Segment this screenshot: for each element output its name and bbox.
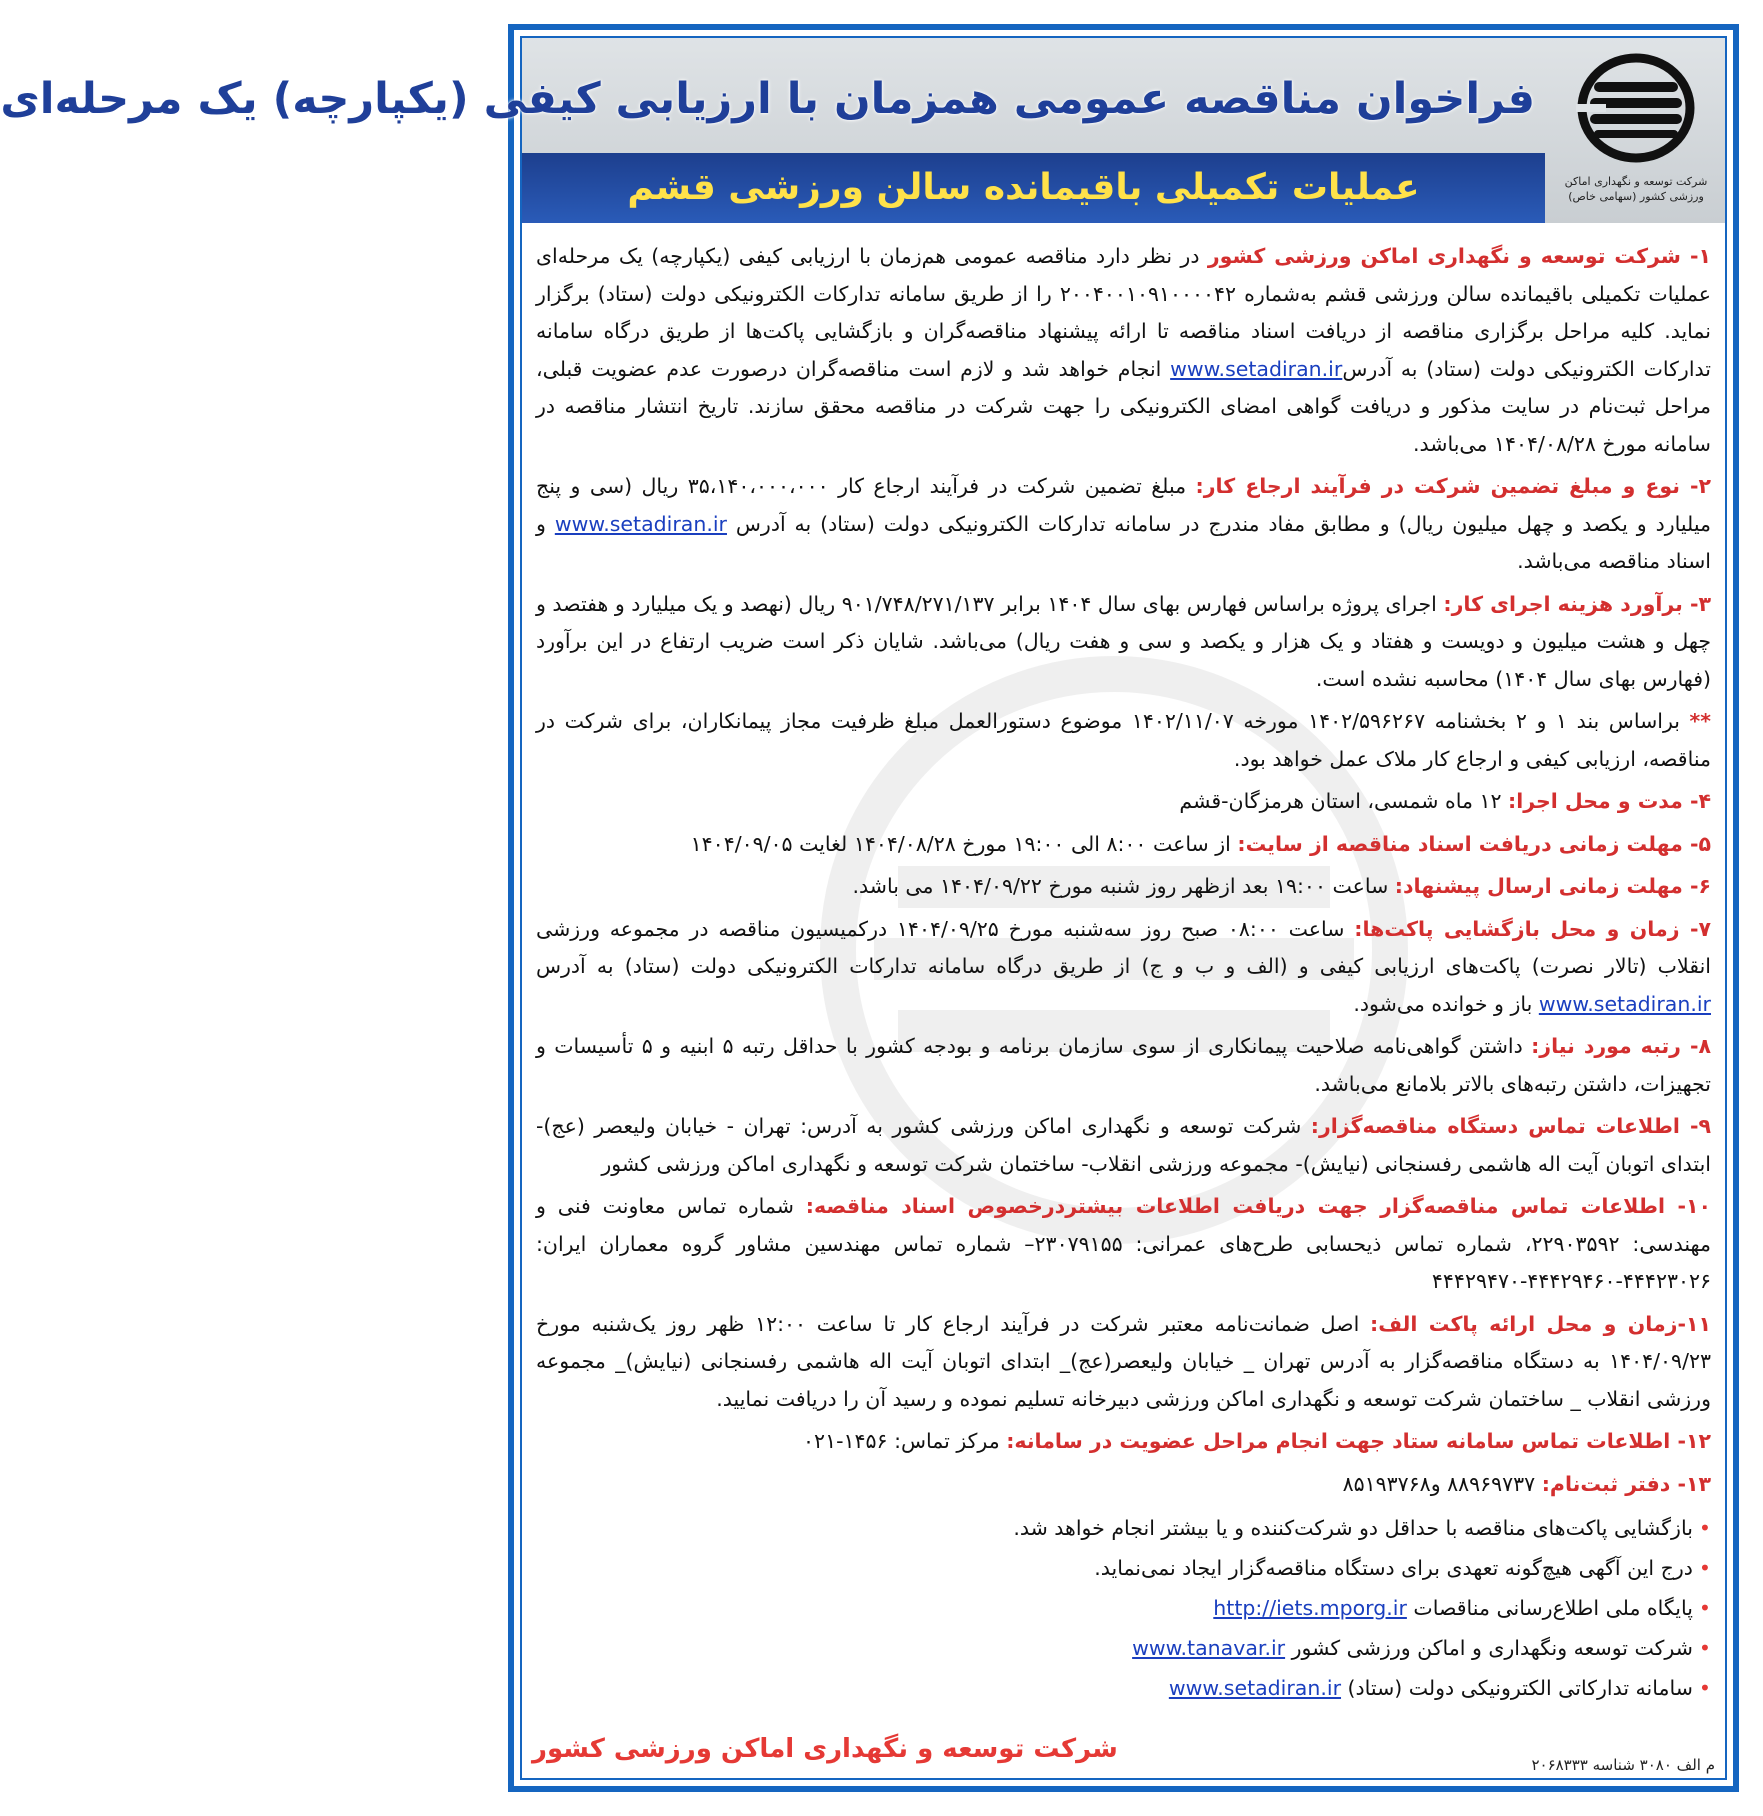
footer-reference: م الف ۳۰۸۰ شناسه ۲۰۶۸۳۳۳ xyxy=(1531,1756,1715,1774)
logo-emblem-icon xyxy=(1576,52,1696,164)
note-link[interactable]: www.setadiran.ir xyxy=(1168,1676,1342,1700)
header xyxy=(0,38,1725,223)
section-3 xyxy=(536,586,1711,699)
note-item xyxy=(536,1668,1711,1708)
section-10 xyxy=(536,1108,1711,1183)
bullet-icon: • xyxy=(1698,1556,1711,1580)
section-text: مرکز تماس: ۱۴۵۶-۰۲۱ xyxy=(803,1429,1007,1453)
section-text: از ساعت ۸:۰۰ الی ۱۹:۰۰ مورخ ۱۴۰۴/۰۸/۲۸ لغایت ۱۴۰۴/۰۹/۰۵ xyxy=(690,831,1238,856)
section-9 xyxy=(536,1028,1711,1103)
setadiran-link[interactable]: www.setadiran.ir xyxy=(1170,356,1343,381)
section-label: ۱۲- اطلاعات تماس سامانه ستاد جهت انجام مراحل عضویت در سامانه: xyxy=(1006,1429,1711,1453)
section-label: ۱۰- اطلاعات تماس مناقصه‌گزار جهت دریافت اطلاعات بیشتردرخصوص اسناد مناقصه: xyxy=(805,1194,1711,1218)
ad-frame xyxy=(0,24,1739,1792)
section-label: ۵- مهلت زمانی دریافت اسناد مناقصه از سایت: xyxy=(1237,831,1711,856)
section-label: ۶- مهلت زمانی ارسال پیشنهاد: xyxy=(1394,874,1711,898)
bullet-icon: • xyxy=(1698,1516,1711,1540)
note-item xyxy=(536,1508,1711,1548)
section-text: در نظر دارد مناقصه عمومی هم‌زمان با ارزیابی کیفی (یکپارچه) یک مرحله‌ای عملیات تکمیلی باقیمانده سالن ورزشی قشم به‌شماره ۲۰۰۴۰۰۱۰۹۱۰۰۰۰۴۲ را از طریق سامانه تدارکات الکترونیکی دولت (ستاد) برگزار نماید. کلیه مراحل برگزاری مناقصه از دریافت اسناد مناقصه تا ارائه پیشنهاد مناقصه‌گران و بازگشایی پاکت‌ها از طریق درگاه سامانه تدارکات الکترونیکی دولت (ستاد) به آدرس xyxy=(536,244,1711,381)
section-text: ۱۲ ماه شمسی، استان هرمزگان-قشم xyxy=(1179,789,1508,813)
section-4 xyxy=(536,703,1711,778)
note-text: بازگشایی پاکت‌های مناقصه با حداقل دو شرکت‌کننده و یا بیشتر انجام خواهد شد. xyxy=(1013,1516,1693,1540)
section-text: داشتن گواهی‌نامه صلاحیت پیمانکاری از سوی سازمان برنامه و بودجه کشور با حداقل رتبه ۵ ابنیه و ۵ تأسیسات و تجهیزات، داشتن رتبه‌های بالاتر بلامانع می‌باشد. xyxy=(536,1034,1711,1096)
setadiran-link[interactable]: www.setadiran.ir xyxy=(554,511,727,536)
footer-company: شرکت توسعه و نگهداری اماکن ورزشی کشور xyxy=(532,1734,1118,1764)
company-logo xyxy=(1561,52,1711,217)
section-label: ۸- رتبه مورد نیاز: xyxy=(1531,1034,1711,1058)
note-link[interactable]: http://iets.mporg.ir xyxy=(1213,1596,1407,1620)
section-8 xyxy=(536,911,1711,1024)
section-tail: و اسناد مناقصه می‌باشد. xyxy=(536,511,1711,573)
sections-list xyxy=(536,238,1711,1503)
bullet-icon: • xyxy=(1698,1636,1711,1660)
section-label: ۳- برآورد هزینه اجرای کار: xyxy=(1443,591,1712,616)
section-2 xyxy=(536,468,1711,581)
section-text: مبلغ تضمین شرکت در فرآیند ارجاع کار ۳۵،۱۴۰،۰۰۰،۰۰۰ ریال (سی و پنج میلیارد و یکصد و چهل میلیون ریال) و مطابق مفاد مندرج در سامانه تدارکات الکترونیکی دولت (ستاد) به آدرس xyxy=(536,474,1711,536)
note-item xyxy=(536,1588,1711,1628)
bullet-icon: • xyxy=(1698,1676,1711,1700)
section-1 xyxy=(536,238,1711,463)
section-label: ۱۱-زمان و محل ارائه پاکت الف: xyxy=(1370,1311,1711,1336)
section-text: اجرای پروژه براساس فهارس بهای سال ۱۴۰۴ برابر ۹۰۱/۷۴۸/۲۷۱/۱۳۷ ریال (نهصد و یک میلیارد و هفتصد و چهل و هشت میلیون و دویست و هفتاد و یک هزار و یکصد و سی و هفت ریال) می‌باشد. شایان ذکر است ضریب ارتفاع در این برآورد (فهارس بهای سال ۱۴۰۴) محاسبه نشده است. xyxy=(536,591,1711,691)
section-5 xyxy=(536,783,1711,821)
section-label: ۱- شرکت توسعه و نگهداری اماکن ورزشی کشور xyxy=(1207,244,1711,268)
section-11 xyxy=(536,1188,1711,1301)
note-item xyxy=(536,1548,1711,1588)
note-text: شرکت توسعه ونگهداری و اماکن ورزشی کشور xyxy=(1285,1636,1693,1660)
section-text: شرکت توسعه و نگهداری اماکن ورزشی کشور به آدرس: تهران - خیابان ولیعصر (عج)- ابتدای اتوبان آیت اله هاشمی رفسنجانی (نیایش)- مجموعه ورزشی انقلاب- ساختمان شرکت توسعه و نگهداری اماکن ورزشی کشور xyxy=(536,1114,1711,1176)
logo-caption-1: شرکت توسعه و نگهداری اماکن xyxy=(1564,175,1708,188)
section-text: شماره تماس معاونت فنی و مهندسی: ۲۲۹۰۳۵۹۲، شماره تماس ذیحسابی طرح‌های عمرانی: ۲۳۰۷۹۱۵۵– شماره تماس مهندسین مشاور گروه معماران ایران: ۴۴۴۲۳۰۲۶-۴۴۴۲۹۴۶۰-۴۴۴۲۹۴۷۰ xyxy=(536,1194,1711,1293)
ad-body xyxy=(536,238,1711,1716)
section-6 xyxy=(536,826,1711,864)
section-7 xyxy=(536,868,1711,906)
page-subtitle: عملیات تکمیلی باقیمانده سالن ورزشی قشم xyxy=(627,167,1420,208)
notes-list xyxy=(536,1508,1711,1708)
section-label: ۴- مدت و محل اجرا: xyxy=(1508,789,1711,813)
section-label: ۲- نوع و مبلغ تضمین شرکت در فرآیند ارجاع کار: xyxy=(1195,474,1711,498)
logo-caption-2: ورزشی کشور (سهامی خاص) xyxy=(1568,190,1704,203)
section-13 xyxy=(536,1423,1711,1461)
setadiran-link[interactable]: www.setadiran.ir xyxy=(1538,991,1711,1016)
note-text: درج این آگهی هیچ‌گونه تعهدی برای دستگاه مناقصه‌گزار ایجاد نمی‌نماید. xyxy=(1094,1556,1693,1580)
section-12 xyxy=(536,1306,1711,1419)
note-item xyxy=(536,1628,1711,1668)
section-label: ** xyxy=(1689,709,1711,733)
section-text: ۸۸۹۶۹۷۳۷ و۸۵۱۹۳۷۶۸ xyxy=(1342,1471,1542,1496)
page-title: فراخوان مناقصه عمومی همزمان با ارزیابی کیفی (یکپارچه) یک مرحله‌ای xyxy=(0,74,1535,124)
bullet-icon: • xyxy=(1698,1596,1711,1620)
section-text: ساعت ۱۹:۰۰ بعد ازظهر روز شنبه مورخ ۱۴۰۴/۰۹/۲۲ می باشد. xyxy=(852,874,1395,898)
section-tail: باز و خوانده می‌شود. xyxy=(1353,991,1539,1016)
section-text: اصل ضمانت‌نامه معتبر شرکت در فرآیند ارجاع کار تا ساعت ۱۲:۰۰ ظهر روز یک‌شنبه مورخ ۱۴۰۴/۰۹/۲۳ به دستگاه مناقصه‌گزار به آدرس تهران _ خیابان ولیعصر(عج)_ ابتدای اتوبان آیت اله هاشمی رفسنجانی (نیایش)_ مجموعه ورزشی انقلاب _ ساختمان شرکت توسعه و نگهداری اماکن ورزشی دبیرخانه تسلیم نموده و رسید آن را دریافت نمایید. xyxy=(536,1311,1711,1411)
section-text: براساس بند ۱ و ۲ بخشنامه ۱۴۰۲/۵۹۶۲۶۷ مورخه ۱۴۰۲/۱۱/۰۷ موضوع دستورالعمل مبلغ ظرفیت مجاز پیمانکاران، برای شرکت در مناقصه، ارزیابی کیفی و ارجاع کار ملاک عمل خواهد بود. xyxy=(536,709,1711,771)
section-text: ساعت ۰۸:۰۰ صبح روز سه‌شنبه مورخ ۱۴۰۴/۰۹/۲۵ درکمیسیون مناقصه در مجموعه ورزشی انقلاب (تالار نصرت) پاکت‌های ارزیابی کیفی و (الف و ب و ج) از طریق درگاه سامانه تدارکات الکترونیکی دولت (ستاد) به آدرس xyxy=(536,916,1711,978)
section-14 xyxy=(536,1466,1711,1504)
note-text: سامانه تدارکاتی الکترونیکی دولت (ستاد) xyxy=(1341,1676,1693,1700)
section-tail: انجام خواهد شد و لازم است مناقصه‌گران درصورت عدم عضویت قبلی، مراحل ثبت‌نام در سایت مذکور و دریافت گواهی امضای الکترونیکی را جهت شرکت در مناقصه محقق سازند. تاریخ انتشار مناقصه در سامانه مورخ ۱۴۰۴/۰۸/۲۸ می‌باشد. xyxy=(536,356,1711,456)
section-label: ۹- اطلاعات تماس دستگاه مناقصه‌گزار: xyxy=(1310,1114,1711,1138)
note-text: پایگاه ملی اطلاع‌رسانی مناقصات xyxy=(1406,1596,1693,1620)
note-link[interactable]: www.tanavar.ir xyxy=(1132,1636,1286,1660)
section-label: ۱۳- دفتر ثبت‌نام: xyxy=(1541,1471,1711,1496)
section-label: ۷- زمان و محل بازگشایی پاکت‌ها: xyxy=(1354,916,1711,941)
